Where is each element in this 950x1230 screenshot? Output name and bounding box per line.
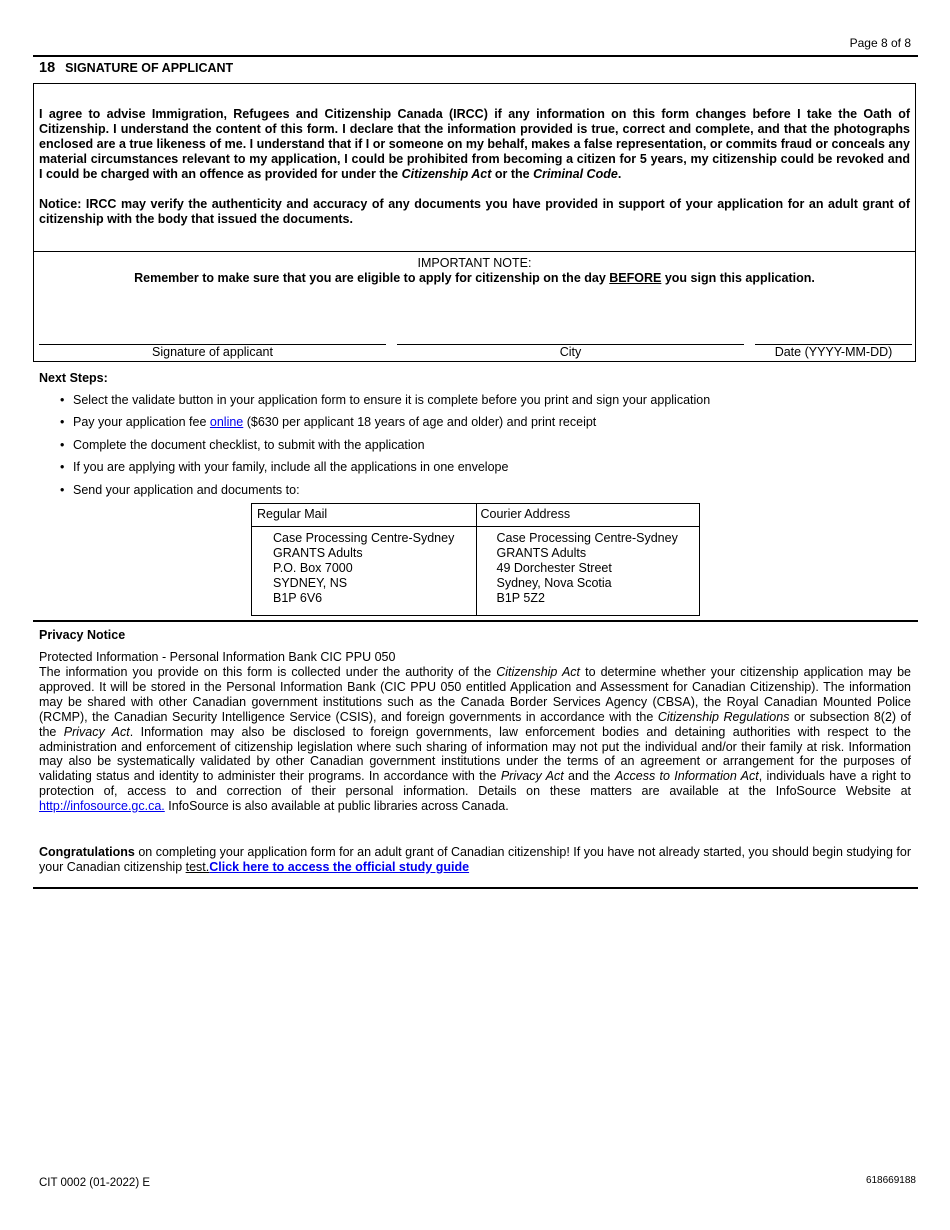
box-divider: [34, 251, 915, 252]
address-table: [251, 503, 700, 616]
online-payment-link[interactable]: online: [209, 415, 244, 430]
address-line: P.O. Box 7000: [273, 561, 353, 575]
privacy-text: , individuals have a right to protection of, access to and correction of their personal information. Details on these matters are available at the InfoSource Website at: [39, 769, 911, 799]
privacy-act-ref: Privacy Act: [63, 724, 130, 739]
declaration-text: I agree to advise Immigration, Refugees and Citizenship Canada (IRCC) if any information on this form changes before I take the Oath of Citizenship. I understand the content of this form. I declare that the information provided is true, correct and complete, and that the photographs enclosed are a true likeness of me. I understand that if I or someone on my behalf, makes a false representation, or commits fraud or conceals any material circumstances relevant to my application, I could be prohibited from becoming a citizen for 5 years, my citizenship could be revoked and I could be charged with an offence as provided for under the: [39, 107, 910, 181]
important-note-text: [34, 271, 915, 285]
criminal-code-ref: Criminal Code: [533, 167, 618, 181]
important-note-title: IMPORTANT NOTE:: [417, 256, 532, 270]
step-text: Pay your application fee: [73, 415, 210, 430]
regular-mail-address: [273, 531, 454, 606]
courier-address: [497, 531, 678, 606]
important-note-before: Remember to make sure that you are eligible to apply for citizenship on the day: [134, 271, 610, 285]
privacy-text: and the: [563, 769, 615, 784]
privacy-act-ref: Privacy Act: [500, 769, 564, 784]
address-line: 49 Dorchester Street: [496, 561, 612, 575]
privacy-text: The information you provide on this form is collected under the authority of the: [39, 665, 497, 679]
next-steps-list: [60, 392, 710, 504]
form-code: CIT 0002 (01-2022) E: [39, 1177, 151, 1189]
address-line: B1P 6V6: [273, 591, 323, 605]
list-item: • If you are applying with your family, include all the applications in one envelope: [60, 459, 710, 481]
city-label: City: [559, 345, 582, 359]
congratulations-paragraph: [39, 845, 911, 875]
privacy-text: or subsection 8(2) of the: [39, 709, 911, 739]
address-line: Case Processing Centre-Sydney: [496, 531, 678, 545]
regular-mail-column: [252, 504, 477, 615]
barcode-number: 618669188: [865, 1175, 916, 1186]
regular-mail-header: Regular Mail: [252, 504, 476, 527]
list-item: • Send your application and documents to:: [60, 482, 710, 504]
infosource-link[interactable]: http://infosource.gc.ca.: [39, 799, 165, 814]
declaration-text-end: .: [617, 167, 622, 181]
bottom-rule: [33, 887, 918, 889]
signature-applicant-label: Signature of applicant: [152, 345, 273, 359]
address-line: SYDNEY, NS: [273, 576, 348, 590]
address-line: Sydney, Nova Scotia: [496, 576, 612, 590]
notice-paragraph: Notice: IRCC may verify the authenticity and accuracy of any documents you have provided in support of your application for an adult grant of citizenship with the body that issued the documents.: [39, 197, 910, 226]
citizenship-act-ref: Citizenship Act: [496, 665, 581, 679]
courier-column: [476, 504, 700, 615]
important-note-after: you sign this application.: [661, 271, 815, 285]
date-label: Date (YYYY-MM-DD): [774, 345, 893, 359]
address-line: Case Processing Centre-Sydney: [273, 531, 455, 545]
privacy-text: . Information may also be disclosed to foreign governments, law enforcement bodies and detaining authorities with respect to the administration and enforcement of citizenship legislation where such sharing of information may not put the individual and/or their family at risk. Information may also be systematically validated by other Canadian government institutions under the terms of an agreement or arrangement for the purposes of validating status and identity to administer their programs. In accordance with the: [39, 724, 911, 784]
privacy-notice-body: [39, 665, 911, 814]
citizenship-regulations-ref: Citizenship Regulations: [657, 709, 790, 724]
study-guide-link[interactable]: Click here to access the official study guide: [209, 859, 470, 874]
privacy-notice-subtitle: Protected Information - Personal Information Bank CIC PPU 050: [39, 650, 396, 664]
next-steps-title: Next Steps:: [39, 371, 108, 385]
important-note-before-word: BEFORE: [609, 271, 662, 285]
section-header: [39, 60, 233, 76]
signature-box: [33, 83, 916, 362]
privacy-text: to determine whether your citizenship application may be approved. It will be stored in the Personal Information Bank (CIC PPU 050 entitled Application and Assessment for Canadian Citizenship). The information may be shared with other Canadian government institutions such as the Canada Border Services Agency (CBSA), the Royal Canadian Mounted Police (RCMP), the Canadian Security Intelligence Service (CSIS), and foreign governments in accordance with the: [39, 665, 911, 724]
section-title: SIGNATURE OF APPLICANT: [65, 61, 234, 75]
page-number: Page 8 of 8: [849, 36, 911, 50]
citizenship-act-ref: Citizenship Act: [401, 167, 492, 181]
congratulations-text: on completing your application form for an adult grant of Canadian citizenship! If you have not already started, you should begin studying for your Canadian citizenship: [39, 845, 912, 874]
step-text: ($630 per applicant 18 years of age and older) and print receipt: [243, 415, 597, 430]
privacy-rule: [33, 620, 918, 622]
privacy-text: InfoSource is also available at public libraries across Canada.: [164, 799, 509, 814]
list-item: • Select the validate button in your application form to ensure it is complete before you print and sign your application: [60, 392, 710, 414]
test-word: test.: [185, 859, 210, 874]
list-item: • Complete the document checklist, to submit with the application: [60, 437, 710, 459]
list-item: [60, 414, 710, 436]
declaration-paragraph: [39, 107, 910, 182]
top-rule: [33, 55, 918, 57]
privacy-notice-title: Privacy Notice: [39, 628, 126, 642]
address-line: GRANTS Adults: [273, 546, 363, 560]
address-line: GRANTS Adults: [496, 546, 587, 560]
courier-header: Courier Address: [476, 504, 700, 527]
address-line: B1P 5Z2: [496, 591, 545, 605]
congratulations-word: Congratulations: [39, 845, 135, 859]
section-number: 18: [39, 60, 56, 76]
access-to-information-act-ref: Access to Information Act: [614, 769, 759, 784]
declaration-text-or: or the: [491, 167, 534, 181]
